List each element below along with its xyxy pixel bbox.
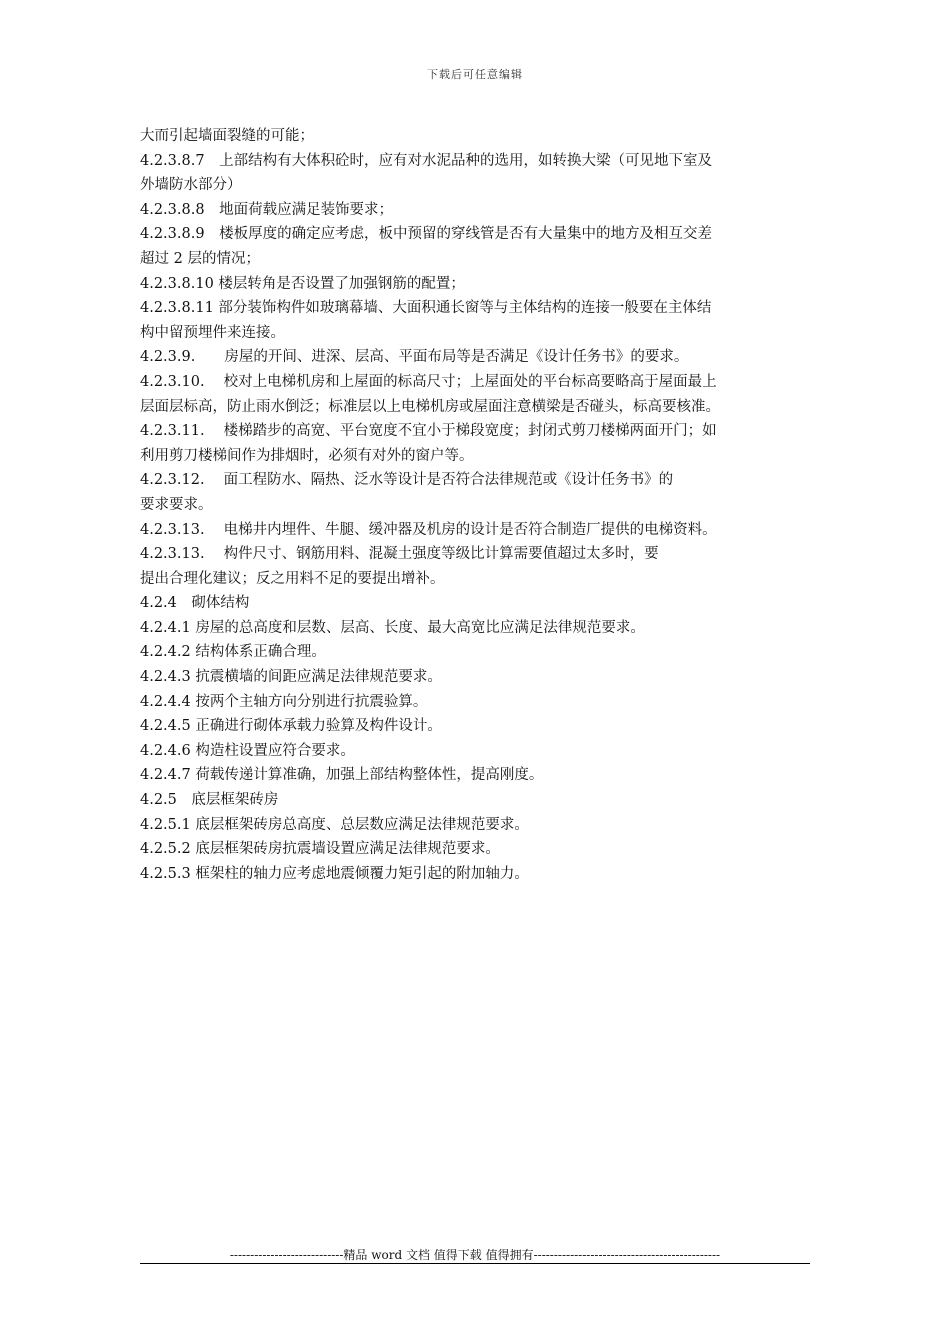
body-line: 4.2.4.4 按两个主轴方向分别进行抗震验算。 (140, 693, 428, 710)
body-line: 4.2.3.13. 电梯井内埋件、牛腿、缓冲器及机房的设计是否符合制造厂提供的电梯资料。 (140, 521, 717, 538)
body-line: 4.2.4.6 构造柱设置应符合要求。 (140, 742, 355, 759)
body-line: 构中留预埋件来连接。 (140, 324, 285, 341)
page-header: 下载后可任意编辑 (427, 68, 523, 81)
body-line: 4.2.4.2 结构体系正确合理。 (140, 644, 326, 661)
page-footer: ----------------------------精品 word 文档 值得下载 值得拥有---------------------------------------------- (229, 1248, 721, 1262)
footer-rule (140, 1263, 810, 1264)
body-line: 4.2.3.8.11 部分装饰构件如玻璃幕墙、大面积通长窗等与主体结构的连接一般要在主体结 (140, 300, 712, 317)
body-line: 4.2.3.8.9 楼板厚度的确定应考虑，板中预留的穿线管是否有大量集中的地方及相互交差 (140, 226, 713, 243)
body-line: 4.2.4.7 荷载传递计算准确，加强上部结构整体性，提高刚度。 (140, 767, 544, 784)
section-heading: 4.2.5 底层框架砖房 (140, 792, 279, 809)
body-line: 4.2.3.10. 校对上电梯机房和上屋面的标高尺寸；上屋面处的平台标高要略高于屋面最上 (140, 373, 717, 390)
document-body (140, 124, 812, 886)
body-line: 要求要求。 (140, 496, 213, 513)
body-line: 4.2.3.8.7 上部结构有大体积砼时，应有对水泥品种的选用，如转换大梁（可见地下室及 (140, 152, 713, 169)
body-line: 4.2.3.12. 面工程防水、隔热、泛水等设计是否符合法律规范或《设计任务书》的 (140, 472, 674, 489)
body-line: 4.2.5.1 底层框架砖房总高度、总层数应满足法律规范要求。 (140, 816, 529, 833)
body-line: 外墙防水部分） (140, 177, 242, 194)
body-line: 提出合理化建议；反之用料不足的要提出增补。 (140, 570, 445, 587)
body-line: 4.2.3.13. 构件尺寸、钢筋用料、混凝土强度等级比计算需要值超过太多时，要 (140, 546, 659, 563)
body-line: 大而引起墙面裂缝的可能； (140, 128, 314, 144)
body-line: 4.2.3.8.10 楼层转角是否设置了加强钢筋的配置； (140, 275, 465, 292)
body-line: 4.2.4.1 房屋的总高度和层数、层高、长度、最大高宽比应满足法律规范要求。 (140, 619, 645, 636)
body-line: 4.2.3.8.8 地面荷载应满足装饰要求； (140, 201, 394, 218)
body-line: 4.2.3.9. 房屋的开间、进深、层高、平面布局等是否满足《设计任务书》的要求。 (140, 349, 689, 366)
body-line: 4.2.5.3 框架柱的轴力应考虑地震倾覆力矩引起的附加轴力。 (140, 865, 529, 882)
section-heading: 4.2.4 砌体结构 (140, 595, 250, 612)
body-line: 利用剪刀楼梯间作为排烟时，必须有对外的窗户等。 (140, 447, 474, 464)
body-line: 超过 2 层的情况； (140, 250, 260, 267)
body-line: 层面层标高，防止雨水倒泛；标准层以上电梯机房或屋面注意横梁是否碰头，标高要核准。 (140, 398, 720, 415)
body-line: 4.2.3.11. 楼梯踏步的高宽、平台宽度不宜小于梯段宽度；封闭式剪刀楼梯两面开门；如 (140, 423, 717, 440)
body-line: 4.2.4.5 正确进行砌体承载力验算及构件设计。 (140, 718, 442, 735)
body-line: 4.2.5.2 底层框架砖房抗震墙设置应满足法律规范要求。 (140, 841, 500, 858)
body-line: 4.2.4.3 抗震横墙的间距应满足法律规范要求。 (140, 669, 442, 686)
